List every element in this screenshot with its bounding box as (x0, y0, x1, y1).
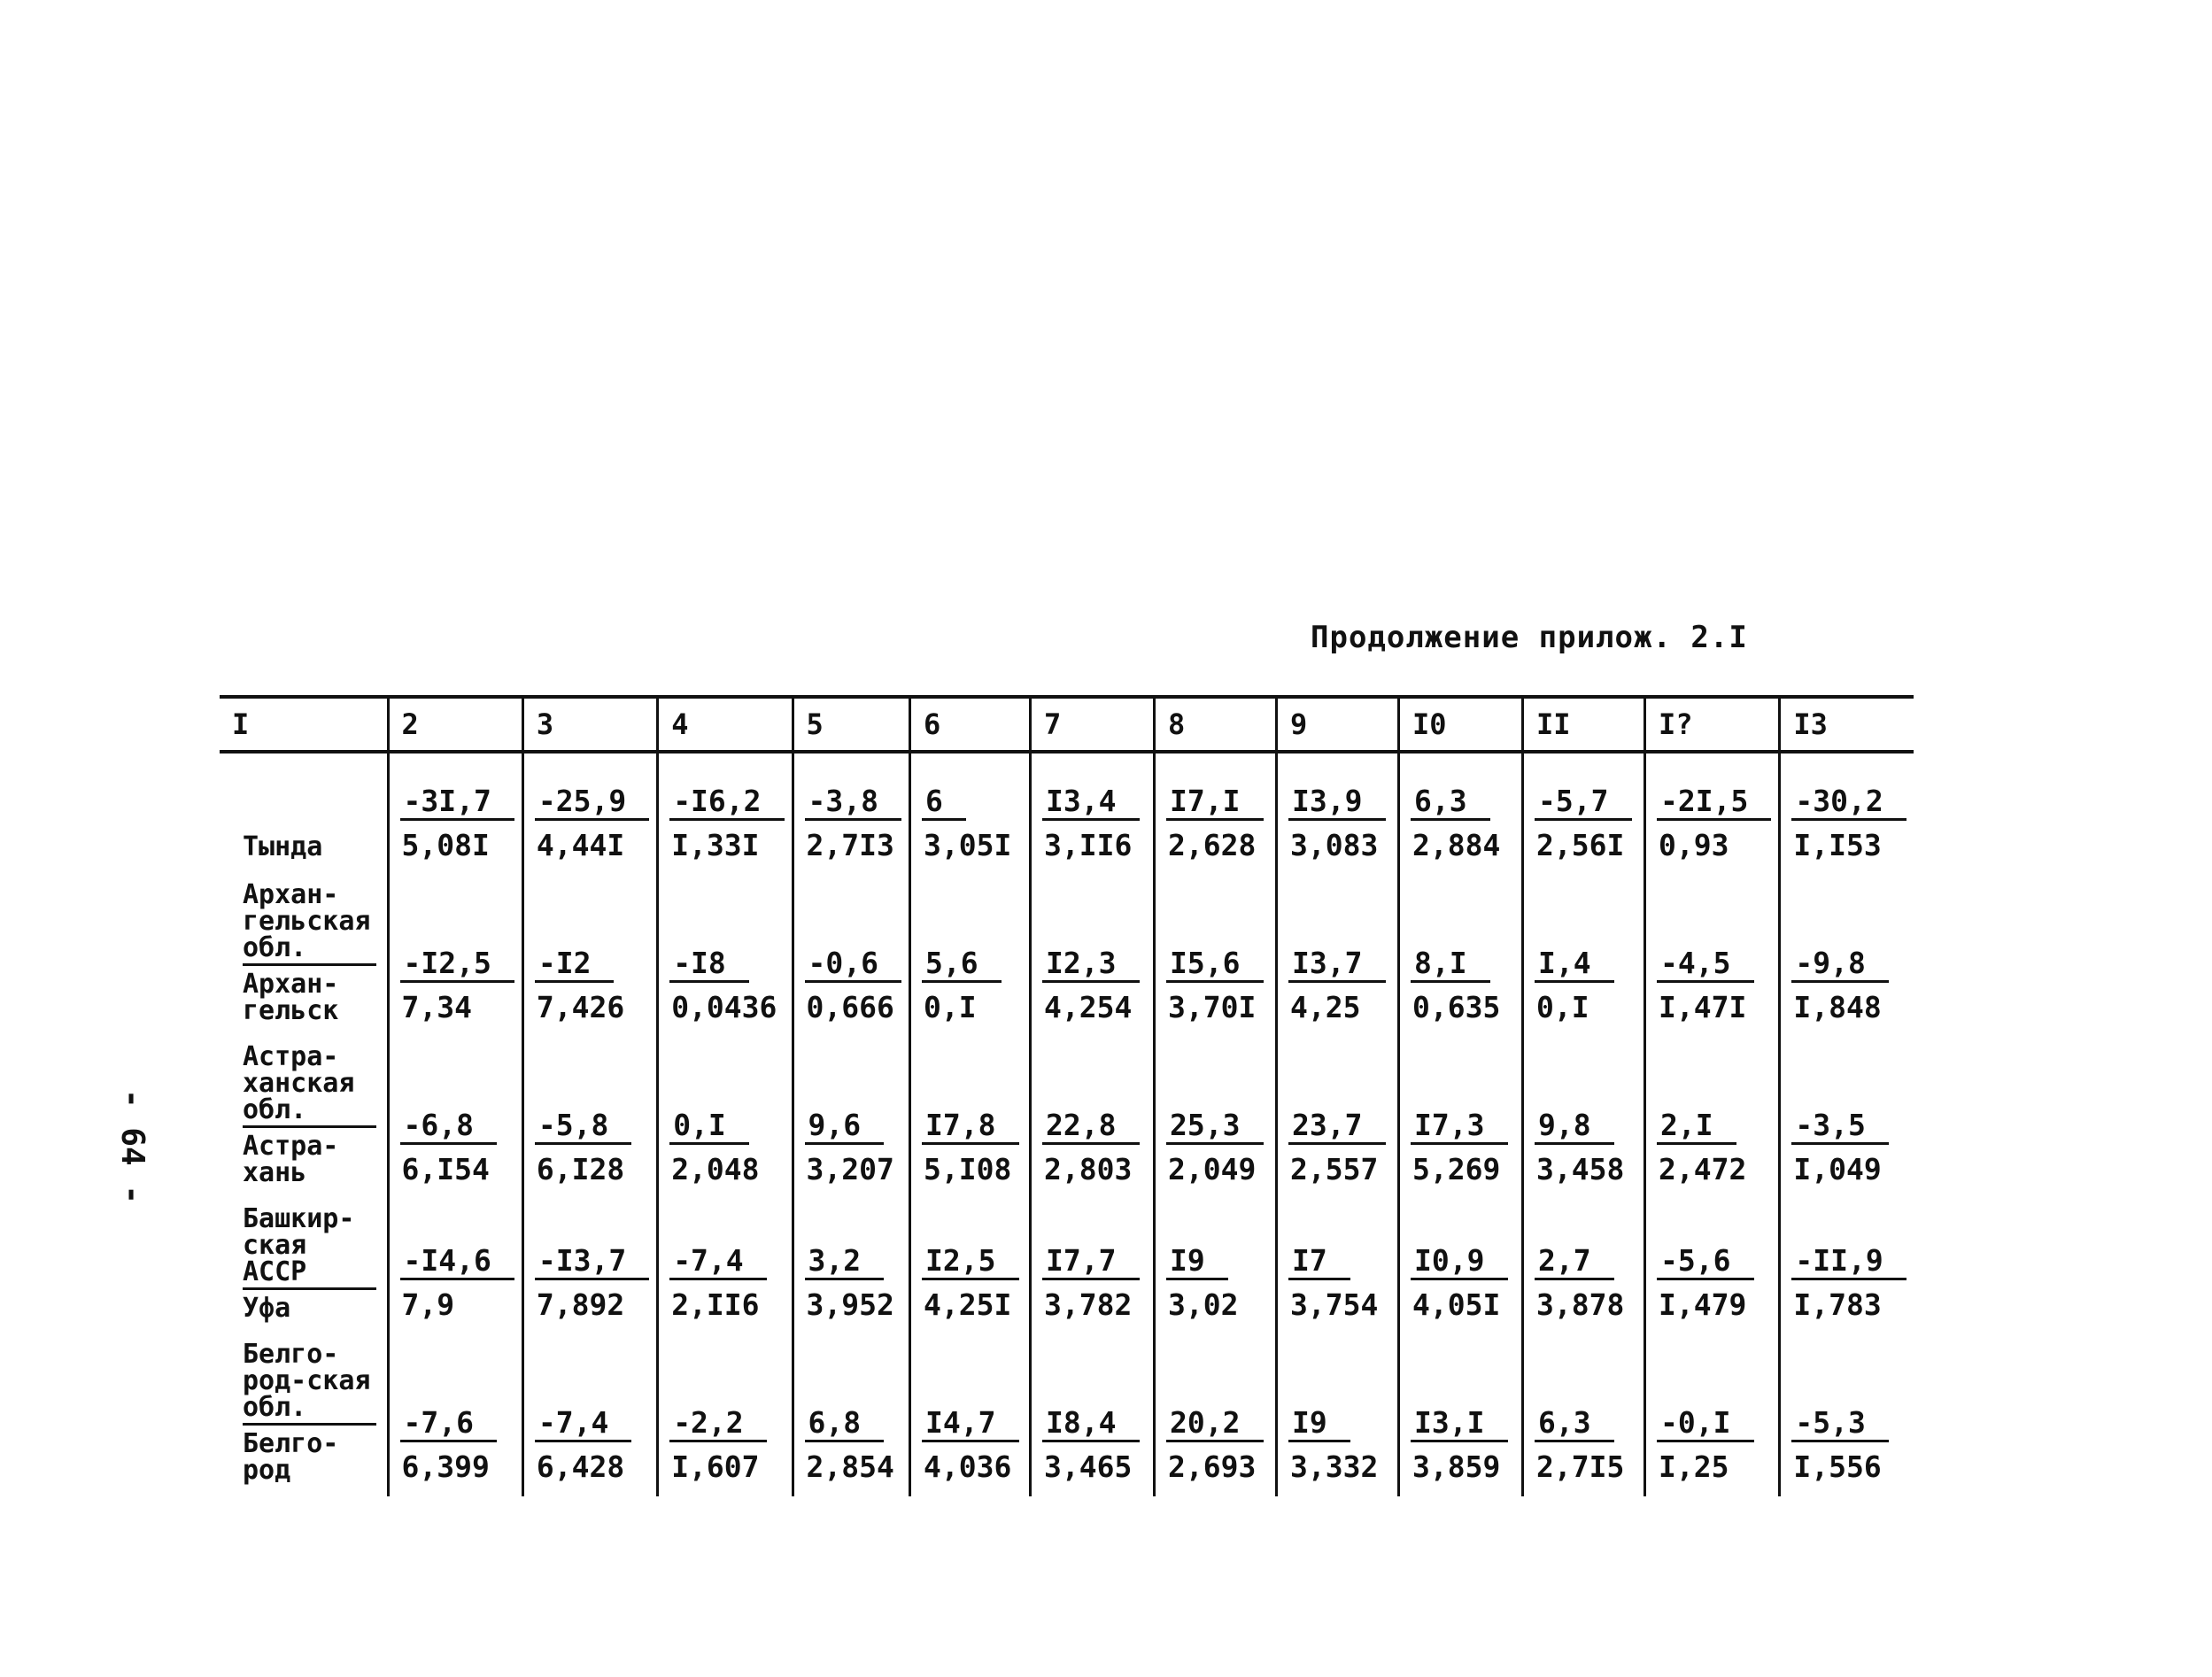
data-cell (1645, 1322, 1780, 1496)
data-cell (1399, 1186, 1523, 1322)
numerator-value: I2,3 (1042, 947, 1139, 983)
data-cell (1399, 1322, 1523, 1496)
fraction-value (1042, 1407, 1146, 1484)
numerator-value: -7,6 (400, 1407, 497, 1442)
numerator-value: -25,9 (535, 785, 649, 821)
numerator-value: -3,5 (1791, 1109, 1888, 1145)
denominator-value: 2,049 (1168, 1151, 1257, 1186)
data-cell (522, 1322, 657, 1496)
data-cell (1277, 1186, 1399, 1322)
numerator-value: -7,4 (669, 1245, 766, 1280)
fraction-value (1042, 785, 1146, 862)
fraction-value (1535, 1245, 1636, 1322)
fraction-value (1288, 1245, 1390, 1322)
fraction-value (1411, 1109, 1514, 1186)
denominator-value: 0,I (924, 989, 977, 1024)
fraction-value (922, 1245, 1022, 1322)
data-cell (793, 862, 909, 1024)
denominator-value: 3,952 (806, 1287, 894, 1322)
data-cell (1277, 752, 1399, 862)
denominator-value: 3,02 (1168, 1287, 1239, 1322)
fraction-value (669, 785, 784, 862)
table-row (220, 862, 1914, 1024)
column-header: I (220, 697, 388, 752)
fraction-value (1535, 947, 1636, 1024)
column-header: 6 (910, 697, 1031, 752)
numerator-value: -I4,6 (400, 1245, 514, 1280)
data-cell (388, 1186, 522, 1322)
fraction-value (400, 1109, 514, 1186)
region-name: Белго-род-ская обл. (243, 1341, 376, 1426)
numerator-value: 23,7 (1288, 1109, 1385, 1145)
denominator-value: 0,93 (1659, 827, 1729, 862)
table-row (220, 1322, 1914, 1496)
data-cell (1780, 1322, 1914, 1496)
data-cell (522, 752, 657, 862)
fraction-value (1411, 1407, 1514, 1484)
fraction-value (400, 1407, 514, 1484)
data-cell (910, 752, 1031, 862)
column-header: 8 (1155, 697, 1277, 752)
numerator-value: 25,3 (1166, 1109, 1263, 1145)
fraction-value (1657, 785, 1771, 862)
column-header: I3 (1780, 697, 1914, 752)
numerator-value: I7,I (1166, 785, 1263, 821)
data-cell (522, 1186, 657, 1322)
numerator-value: -5,8 (535, 1109, 631, 1145)
denominator-value: 4,25 (1290, 989, 1361, 1024)
denominator-value: 3,083 (1290, 827, 1379, 862)
fraction-value (669, 1109, 784, 1186)
denominator-value: 0,0436 (671, 989, 777, 1024)
numerator-value: 5,6 (922, 947, 1002, 983)
fraction-value (1791, 1407, 1906, 1484)
fraction-value (400, 785, 514, 862)
column-header: I0 (1399, 697, 1523, 752)
denominator-value: I,049 (1793, 1151, 1882, 1186)
city-name: Астра-хань (243, 1130, 339, 1188)
data-cell (658, 1322, 793, 1496)
data-cell (1780, 862, 1914, 1024)
denominator-value: 2,854 (806, 1449, 894, 1484)
city-name: Белго-род (243, 1427, 339, 1486)
row-label (220, 862, 388, 1024)
denominator-value: 3,782 (1044, 1287, 1133, 1322)
numerator-value: 6,3 (1535, 1407, 1614, 1442)
denominator-value: 4,036 (924, 1449, 1012, 1484)
denominator-value: 2,557 (1290, 1151, 1379, 1186)
data-cell (388, 1024, 522, 1186)
table-caption: Продолжение прилож. 2.I (1311, 620, 1748, 655)
data-cell (522, 862, 657, 1024)
numerator-value: I3,4 (1042, 785, 1139, 821)
data-cell (1399, 752, 1523, 862)
numerator-value: -I2 (535, 947, 615, 983)
numerator-value: 2,7 (1535, 1245, 1614, 1280)
denominator-value: 7,892 (536, 1287, 625, 1322)
numerator-value: I0,9 (1411, 1245, 1507, 1280)
region-name: Архан-гельская обл. (243, 882, 376, 966)
data-cell (910, 1322, 1031, 1496)
denominator-value: 6,428 (536, 1449, 625, 1484)
row-label (220, 1322, 388, 1496)
fraction-value (1411, 947, 1514, 1024)
denominator-value: 4,44I (536, 827, 625, 862)
fraction-value (1042, 947, 1146, 1024)
data-cell (910, 1186, 1031, 1322)
numerator-value: -I6,2 (669, 785, 784, 821)
fraction-value (535, 1407, 649, 1484)
denominator-value: 7,9 (401, 1287, 455, 1322)
fraction-value (922, 1407, 1022, 1484)
fraction-value (535, 1109, 649, 1186)
data-cell (388, 862, 522, 1024)
fraction-value (1657, 947, 1771, 1024)
numerator-value: I9 (1288, 1407, 1350, 1442)
fraction-value (922, 785, 1022, 862)
numerator-value: I7,7 (1042, 1245, 1139, 1280)
fraction-value (1166, 1245, 1268, 1322)
column-header: II (1523, 697, 1645, 752)
data-cell (1523, 862, 1645, 1024)
fraction-value (1791, 785, 1906, 862)
denominator-value: 2,472 (1659, 1151, 1747, 1186)
denominator-value: I,47I (1659, 989, 1747, 1024)
numerator-value: -0,I (1657, 1407, 1753, 1442)
data-cell (1523, 752, 1645, 862)
fraction-value (1535, 785, 1636, 862)
fraction-value (1166, 1109, 1268, 1186)
data-cell (1645, 862, 1780, 1024)
data-cell (1155, 752, 1277, 862)
column-header: 7 (1031, 697, 1155, 752)
fraction-value (1288, 1407, 1390, 1484)
table-row (220, 1186, 1914, 1322)
numerator-value: -3,8 (805, 785, 901, 821)
numerator-value: 20,2 (1166, 1407, 1263, 1442)
denominator-value: 5,08I (401, 827, 490, 862)
row-label (220, 1186, 388, 1322)
fraction-value (805, 1407, 901, 1484)
data-cell (793, 1186, 909, 1322)
numerator-value: I8,4 (1042, 1407, 1139, 1442)
fraction-value (805, 1109, 901, 1186)
numerator-value: I3,7 (1288, 947, 1385, 983)
data-cell (388, 752, 522, 862)
numerator-value: -4,5 (1657, 947, 1753, 983)
numerator-value: -7,4 (535, 1407, 631, 1442)
numerator-value: I3,9 (1288, 785, 1385, 821)
denominator-value: I,479 (1659, 1287, 1747, 1322)
denominator-value: 0,I (1536, 989, 1589, 1024)
denominator-value: 2,7I5 (1536, 1449, 1625, 1484)
column-header: 4 (658, 697, 793, 752)
denominator-value: 4,25I (924, 1287, 1012, 1322)
numerator-value: I7 (1288, 1245, 1350, 1280)
denominator-value: I,33I (671, 827, 760, 862)
row-label (220, 752, 388, 862)
numerator-value: -II,9 (1791, 1245, 1906, 1280)
fraction-value (1657, 1109, 1771, 1186)
fraction-value (1535, 1109, 1636, 1186)
page-number: - 64 - (114, 1089, 151, 1205)
numerator-value: 0,I (669, 1109, 749, 1145)
data-cell (1155, 1024, 1277, 1186)
numerator-value: 9,8 (1535, 1109, 1614, 1145)
numerator-value: I,4 (1535, 947, 1614, 983)
data-cell (658, 862, 793, 1024)
fraction-value (669, 1407, 784, 1484)
data-cell (1277, 1322, 1399, 1496)
data-cell (793, 752, 909, 862)
column-header: 9 (1277, 697, 1399, 752)
data-cell (1780, 752, 1914, 862)
numerator-value: -2I,5 (1657, 785, 1771, 821)
numerator-value: I4,7 (922, 1407, 1018, 1442)
numerator-value: -9,8 (1791, 947, 1888, 983)
numerator-value: 3,2 (805, 1245, 885, 1280)
fraction-value (922, 947, 1022, 1024)
denominator-value: 6,I54 (401, 1151, 490, 1186)
denominator-value: 0,635 (1412, 989, 1501, 1024)
denominator-value: 5,269 (1412, 1151, 1501, 1186)
denominator-value: 2,048 (671, 1151, 760, 1186)
data-cell (1645, 1186, 1780, 1322)
denominator-value: 4,254 (1044, 989, 1133, 1024)
numerator-value: 6,8 (805, 1407, 885, 1442)
denominator-value: I,848 (1793, 989, 1882, 1024)
data-cell (1277, 1024, 1399, 1186)
data-cell (1031, 1186, 1155, 1322)
fraction-value (1166, 1407, 1268, 1484)
denominator-value: 2,803 (1044, 1151, 1133, 1186)
denominator-value: 2,56I (1536, 827, 1625, 862)
numerator-value: -5,3 (1791, 1407, 1888, 1442)
fraction-value (1042, 1109, 1146, 1186)
data-cell (1399, 1024, 1523, 1186)
fraction-value (535, 947, 649, 1024)
numerator-value: -5,7 (1535, 785, 1631, 821)
data-cell (1031, 1322, 1155, 1496)
data-cell (1155, 1322, 1277, 1496)
denominator-value: I,25 (1659, 1449, 1729, 1484)
data-cell (1780, 1186, 1914, 1322)
data-cell (1031, 1024, 1155, 1186)
fraction-value (669, 1245, 784, 1322)
denominator-value: I,783 (1793, 1287, 1882, 1322)
region-name: Астра-ханская обл. (243, 1044, 376, 1128)
numerator-value: I3,I (1411, 1407, 1507, 1442)
city-name: Уфа (243, 1292, 291, 1324)
denominator-value: 4,05I (1412, 1287, 1501, 1322)
data-cell (658, 752, 793, 862)
fraction-value (1042, 1245, 1146, 1322)
data-cell (1031, 862, 1155, 1024)
denominator-value: 2,693 (1168, 1449, 1257, 1484)
fraction-value (1166, 947, 1268, 1024)
table-row (220, 1024, 1914, 1186)
fraction-value (1411, 785, 1514, 862)
numerator-value: 8,I (1411, 947, 1490, 983)
city-name: Архан-гельск (243, 968, 339, 1026)
numerator-value: -6,8 (400, 1109, 497, 1145)
numerator-value: -I3,7 (535, 1245, 649, 1280)
numerator-value: 2,I (1657, 1109, 1736, 1145)
fraction-value (400, 947, 514, 1024)
row-label (220, 1024, 388, 1186)
data-cell (793, 1024, 909, 1186)
region-name: Тында (243, 831, 323, 862)
fraction-value (1657, 1407, 1771, 1484)
column-header: I? (1645, 697, 1780, 752)
fraction-value (1791, 1109, 1906, 1186)
data-cell (522, 1024, 657, 1186)
numerator-value: 6,3 (1411, 785, 1490, 821)
fraction-value (1288, 785, 1390, 862)
numerator-value: -I8 (669, 947, 749, 983)
data-cell (1523, 1186, 1645, 1322)
numerator-value: 22,8 (1042, 1109, 1139, 1145)
fraction-value (535, 785, 649, 862)
denominator-value: 2,II6 (671, 1287, 760, 1322)
denominator-value: 3,332 (1290, 1449, 1379, 1484)
fraction-value (1791, 947, 1906, 1024)
data-cell (1523, 1024, 1645, 1186)
fraction-value (1535, 1407, 1636, 1484)
fraction-value (922, 1109, 1022, 1186)
data-cell (1399, 862, 1523, 1024)
numerator-value: 9,6 (805, 1109, 885, 1145)
denominator-value: I,I53 (1793, 827, 1882, 862)
column-header: 5 (793, 697, 909, 752)
numerator-value: -I2,5 (400, 947, 514, 983)
numerator-value: -5,6 (1657, 1245, 1753, 1280)
numerator-value: -30,2 (1791, 785, 1906, 821)
denominator-value: 2,628 (1168, 827, 1257, 862)
data-cell (658, 1024, 793, 1186)
fraction-value (1657, 1245, 1771, 1322)
fraction-value (1411, 1245, 1514, 1322)
denominator-value: 3,465 (1044, 1449, 1133, 1484)
numerator-value: I5,6 (1166, 947, 1263, 983)
numerator-value: 6 (922, 785, 966, 821)
fraction-value (1166, 785, 1268, 862)
header-row (220, 697, 1914, 752)
data-cell (1031, 752, 1155, 862)
denominator-value: 0,666 (806, 989, 894, 1024)
denominator-value: 3,859 (1412, 1449, 1501, 1484)
denominator-value: 6,399 (401, 1449, 490, 1484)
denominator-value: 2,7I3 (806, 827, 894, 862)
region-name: Башкир-ская АССР (243, 1206, 376, 1290)
numerator-value: -0,6 (805, 947, 901, 983)
denominator-value: I,607 (671, 1449, 760, 1484)
data-cell (1645, 1024, 1780, 1186)
data-cell (658, 1186, 793, 1322)
numerator-value: -2,2 (669, 1407, 766, 1442)
denominator-value: 6,I28 (536, 1151, 625, 1186)
fraction-value (805, 947, 901, 1024)
fraction-value (400, 1245, 514, 1322)
fraction-value (535, 1245, 649, 1322)
numerator-value: I2,5 (922, 1245, 1018, 1280)
data-cell (910, 862, 1031, 1024)
denominator-value: 3,754 (1290, 1287, 1379, 1322)
data-cell (1523, 1322, 1645, 1496)
data-cell (793, 1322, 909, 1496)
numerator-value: I9 (1166, 1245, 1228, 1280)
denominator-value: 3,458 (1536, 1151, 1625, 1186)
data-cell (1155, 862, 1277, 1024)
denominator-value: 7,426 (536, 989, 625, 1024)
fraction-value (669, 947, 784, 1024)
column-header: 3 (522, 697, 657, 752)
data-cell (1155, 1186, 1277, 1322)
data-cell (910, 1024, 1031, 1186)
data-cell (388, 1322, 522, 1496)
denominator-value: 3,05I (924, 827, 1012, 862)
column-header: 2 (388, 697, 522, 752)
table-row (220, 752, 1914, 862)
denominator-value: 5,I08 (924, 1151, 1012, 1186)
denominator-value: 3,878 (1536, 1287, 1625, 1322)
denominator-value: 3,70I (1168, 989, 1257, 1024)
denominator-value: 2,884 (1412, 827, 1501, 862)
fraction-value (805, 785, 901, 862)
data-cell (1780, 1024, 1914, 1186)
data-cell (1277, 862, 1399, 1024)
denominator-value: 3,207 (806, 1151, 894, 1186)
denominator-value: 3,II6 (1044, 827, 1133, 862)
denominator-value: I,556 (1793, 1449, 1882, 1484)
climate-data-table (220, 695, 1914, 1496)
numerator-value: I7,8 (922, 1109, 1018, 1145)
denominator-value: 7,34 (401, 989, 472, 1024)
fraction-value (805, 1245, 901, 1322)
data-cell (1645, 752, 1780, 862)
fraction-value (1288, 947, 1390, 1024)
fraction-value (1288, 1109, 1390, 1186)
fraction-value (1791, 1245, 1906, 1322)
numerator-value: -3I,7 (400, 785, 514, 821)
numerator-value: I7,3 (1411, 1109, 1507, 1145)
